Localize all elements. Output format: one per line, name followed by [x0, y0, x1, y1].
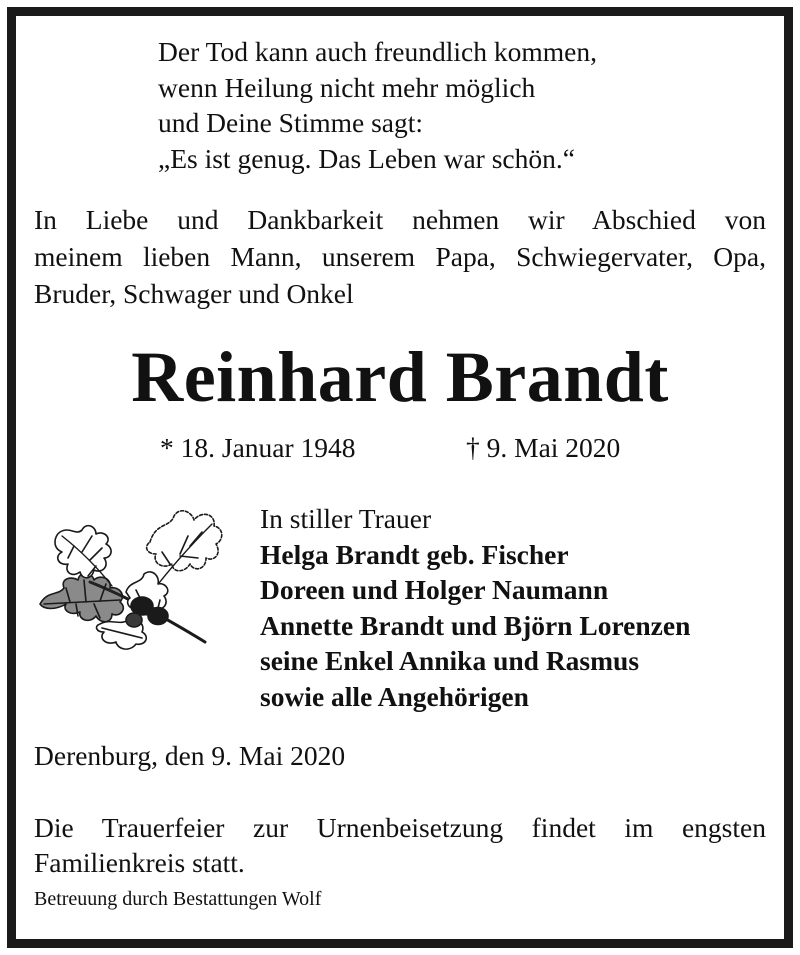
mourner-name: Doreen und Holger Naumann — [260, 574, 609, 605]
poem-line: „Es ist genug. Das Leben war schön.“ — [158, 142, 575, 174]
funeral-line: Familienkreis statt. — [34, 847, 245, 878]
intro-line: meinem lieben Mann, unserem Papa, Schwiegervater, Opa, — [34, 241, 766, 272]
poem-line: und Deine Stimme sagt: — [158, 107, 424, 138]
funeral-line: Die Trauerfeier zur Urnenbeisetzung findet im engsten — [34, 812, 766, 843]
death-date: † 9. Mai 2020 — [466, 432, 621, 463]
mourner-name: Helga Brandt geb. Fischer — [260, 538, 569, 570]
mourners-lead: In stiller Trauer — [260, 503, 432, 534]
poem-line: wenn Heilung nicht mehr möglich — [158, 71, 536, 103]
oak-leaf-acorn-icon — [30, 492, 230, 657]
funeral-notice — [34, 810, 766, 880]
deceased-name: Reinhard Brandt — [131, 337, 669, 417]
funeral-home-credit: Betreuung durch Bestattungen Wolf — [34, 888, 322, 910]
intro-text — [34, 201, 766, 312]
mourners-block — [260, 501, 690, 714]
poem-line: Der Tod kann auch freundlich kommen, — [158, 36, 597, 67]
intro-line: In Liebe und Dankbarkeit nehmen wir Abschied von — [34, 204, 766, 235]
mourner-name: seine Enkel Annika und Rasmus — [260, 645, 640, 676]
place-date: Derenburg, den 9. Mai 2020 — [34, 740, 346, 771]
mourner-name: Annette Brandt und Björn Lorenzen — [260, 609, 691, 641]
poem — [158, 34, 597, 176]
intro-line: Bruder, Schwager und Onkel — [34, 278, 354, 309]
birth-date: * 18. Januar 1948 — [160, 432, 356, 463]
mourner-name: sowie alle Angehörigen — [260, 680, 529, 712]
